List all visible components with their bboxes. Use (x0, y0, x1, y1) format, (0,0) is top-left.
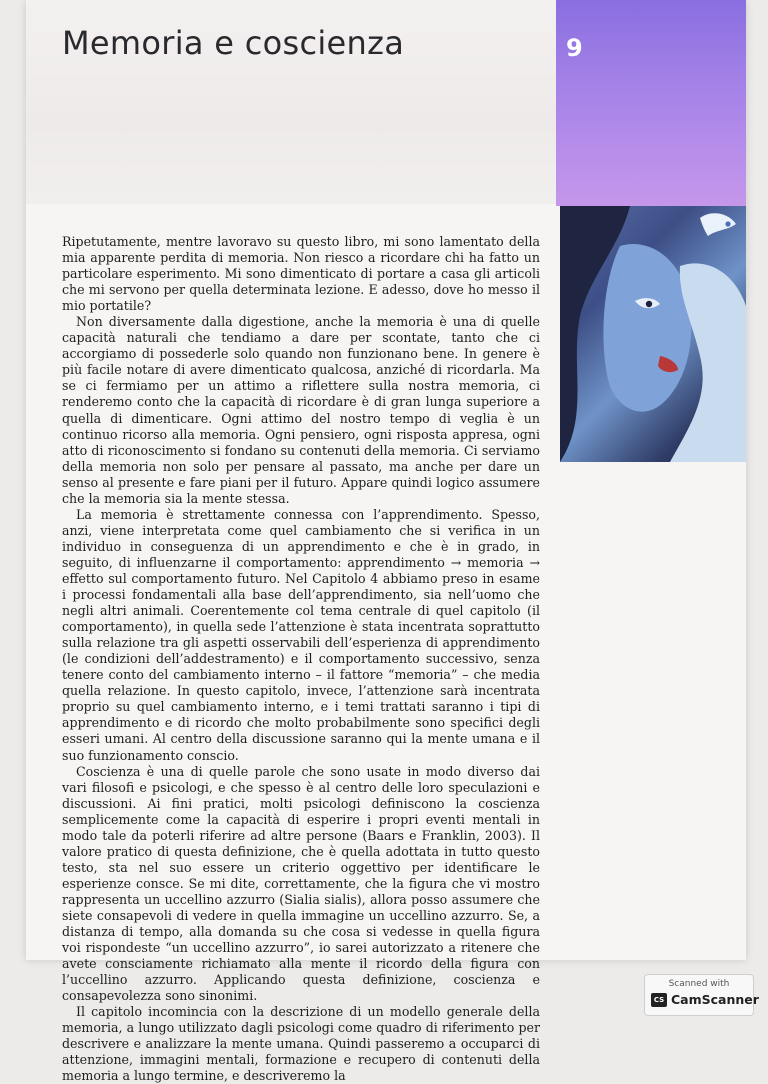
paragraph: Non diversamente dalla digestione, anche la memoria è una di quelle capacità naturali che tendiamo a dare per scontate, tanto che ci accorgiamo di possederle solo quando non funzionano bene. In genere è più facile notare di avere dimenticato qualcosa, anziché di ricordarla. Ma se ci fermiamo per un attimo a riflettere sulla nostra memoria, ci renderemo conto che la capacità di ricordare è di gran lunga superiore a quella di dimenticare. Ogni attimo del nostro tempo di veglia è un continuo ricorso alla memoria. Ogni pensiero, ogni risposta appresa, ogni atto di riconoscimento si fondano su contenuti della memoria. Ci serviamo della memoria non solo per pensare al passato, ma anche per dare un senso al presente e fare piani per il futuro. Appare quindi logico assumere che la memoria sia la mente stessa. (62, 314, 540, 506)
chapter-title: Memoria e coscienza (62, 24, 405, 62)
watermark-caption: Scanned with (668, 979, 730, 989)
chapter-number: 9 (566, 34, 583, 62)
camscanner-watermark (644, 974, 759, 1016)
paragraph: Il capitolo incomincia con la descrizione di un modello generale della memoria, a lungo utilizzato dagli psicologi come quadro di riferimento per descrivere e analizzare la mente umana. Quindi passeremo a occuparci di attenzione, immagini mentali, formazione e recupero di contenuti della memoria a lungo termine, e descriveremo la (62, 1004, 540, 1084)
illustration-face-graphic (560, 206, 746, 462)
camscanner-logo-icon: CS (651, 993, 667, 1007)
paragraph: La memoria è strettamente connessa con l’apprendimento. Spesso, anzi, viene interpretata come quel cambiamento che si verifica in un individuo in conseguenza di un apprendimento e che è in grado, in seguito, di influenzarne il comportamento: apprendimento → memoria → effetto sul comportamento futuro. Nel Capitolo 4 abbiamo preso in esame i processi fondamentali alla base dell’apprendimento, sia nell’uomo che negli altri animali. Coerentemente col tema centrale di quel capitolo (il comportamento), in quella sede l’attenzione è stata incentrata soprattutto sulla relazione tra gli aspetti osservabili dell’esperienza di apprendimento (le condizioni dell’addestramento) e il comportamento successivo, senza tenere conto del cambiamento interno – il fattore “memoria” – che media quella relazione. In questo capitolo, invece, l’attenzione sarà incentrata proprio su quel cambiamento interno, e i temi trattati saranno i tipi di apprendimento e di ricordo che molto probabilmente sono specifici degli esseri umani. Al centro della discussione saranno qui la mente umana e il suo funzionamento conscio. (62, 506, 540, 763)
chapter-illustration (560, 206, 746, 462)
paragraph: Coscienza è una di quelle parole che sono usate in modo diverso dai vari filosofi e psicologi, e che spesso è al centro delle loro speculazioni e discussioni. Ai fini pratici, molti psicologi definiscono la coscienza semplicemente come la capacità di esperire i propri eventi mentali in modo tale da poterli riferire ad altre persone (Baars e Franklin, 2003). Il valore pratico di questa definizione, che è quella adottata in tutto questo testo, sta nel suo essere un criterio oggettivo per identificare le esperienze consce. Se mi dite, correttamente, che la figura che vi mostro rappresenta un uccellino azzurro (Sialia sialis), allora posso assumere che siete consapevoli di vedere in quella immagine un uccellino azzurro. Se, a distanza di tempo, alla domanda su che cosa si vedesse in quella figura voi rispondeste “un uccellino azzurro”, io sarei autorizzato a ritenere che avete consciamente richiamato alla mente il ricordo della figura con l’uccellino azzurro. Applicando questa definizione, coscienza e consapevolezza sono sinonimi. (62, 763, 540, 1004)
paragraph: Ripetutamente, mentre lavoravo su questo libro, mi sono lamentato della mia apparente perdita di memoria. Non riesco a ricordare chi ha fatto un particolare esperimento. Mi sono dimenticato di portare a casa gli articoli che mi servono per quella determinata lezione. E adesso, dove ho messo il mio portatile? (62, 234, 540, 314)
chapter-body-text (62, 234, 540, 1084)
watermark-brand: CamScanner (671, 992, 759, 1007)
chapter-number-band (556, 0, 746, 206)
